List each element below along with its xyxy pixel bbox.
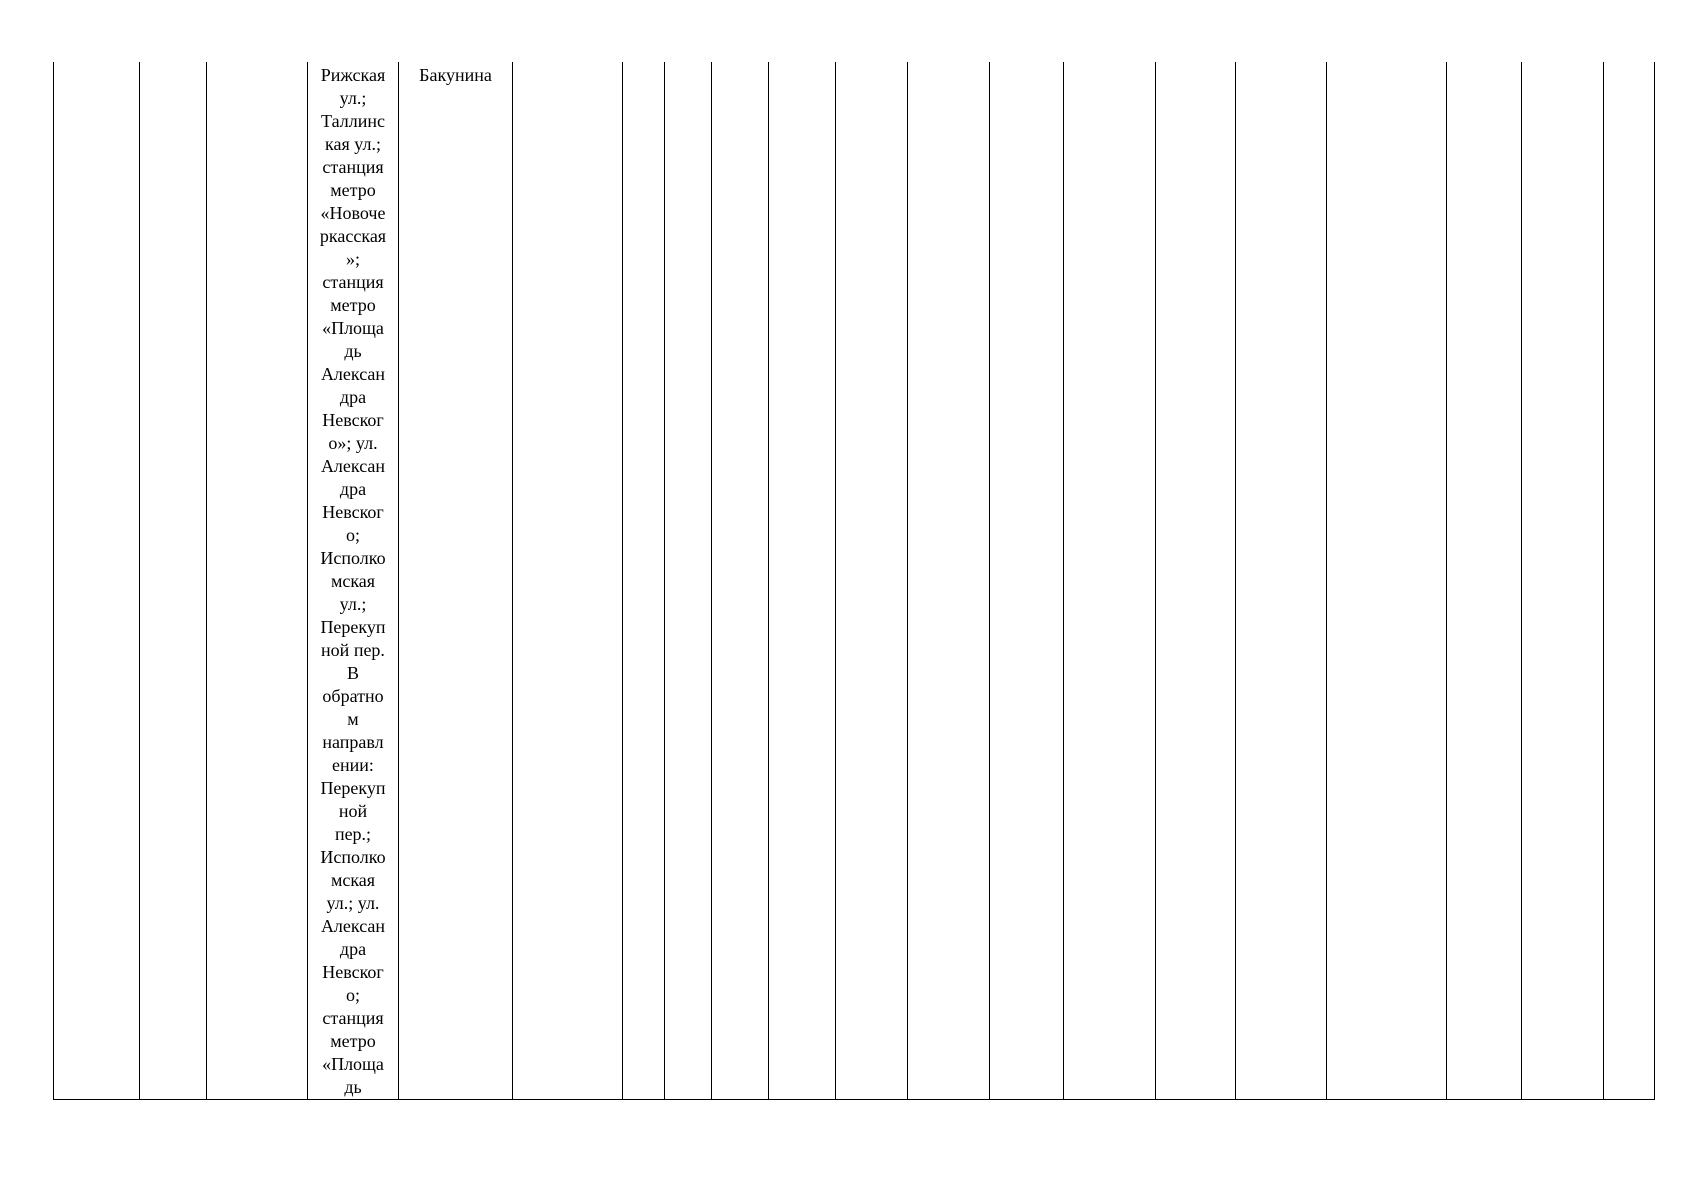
route-table: [53, 62, 1655, 1100]
table-cell-14: [1064, 62, 1156, 1100]
table-cell-3: [207, 62, 308, 1100]
route-stops-text: Рижская ул.; Таллинс кая ул.; станция метро «Новоче ркасская »; станция метро «Площа дь Алексан дра Невског о»; ул. Алексан дра Невског о; Исполко мская ул.; Перекуп ной пер. В обратно м направл ении: Перекуп ной пер.; Исполко мская ул.; ул. Алексан дра Невског о; станция метро «Площа дь: [319, 65, 387, 1097]
table-cell-12: [908, 62, 990, 1100]
table-cell-1: [54, 62, 140, 1100]
table-cell-13: [990, 62, 1064, 1100]
table-cell-18: [1447, 62, 1522, 1100]
table-cell-10: [769, 62, 836, 1100]
table-cell-20: [1604, 62, 1655, 1100]
table-cell-17: [1327, 62, 1447, 1100]
table-cell-6: [513, 62, 623, 1100]
table-cell-street: [399, 62, 513, 1100]
table-cell-7: [623, 62, 665, 1100]
table-cell-8: [665, 62, 712, 1100]
table-cell-9: [712, 62, 769, 1100]
document-table-wrapper: [53, 62, 1655, 1100]
table-cell-route-stops: [308, 62, 399, 1100]
street-name-text: Бакунина: [419, 65, 492, 85]
table-cell-19: [1522, 62, 1604, 1100]
table-cell-16: [1236, 62, 1327, 1100]
table-cell-11: [836, 62, 908, 1100]
table-cell-15: [1156, 62, 1236, 1100]
table-cell-2: [140, 62, 207, 1100]
table-row: [54, 62, 1655, 1100]
